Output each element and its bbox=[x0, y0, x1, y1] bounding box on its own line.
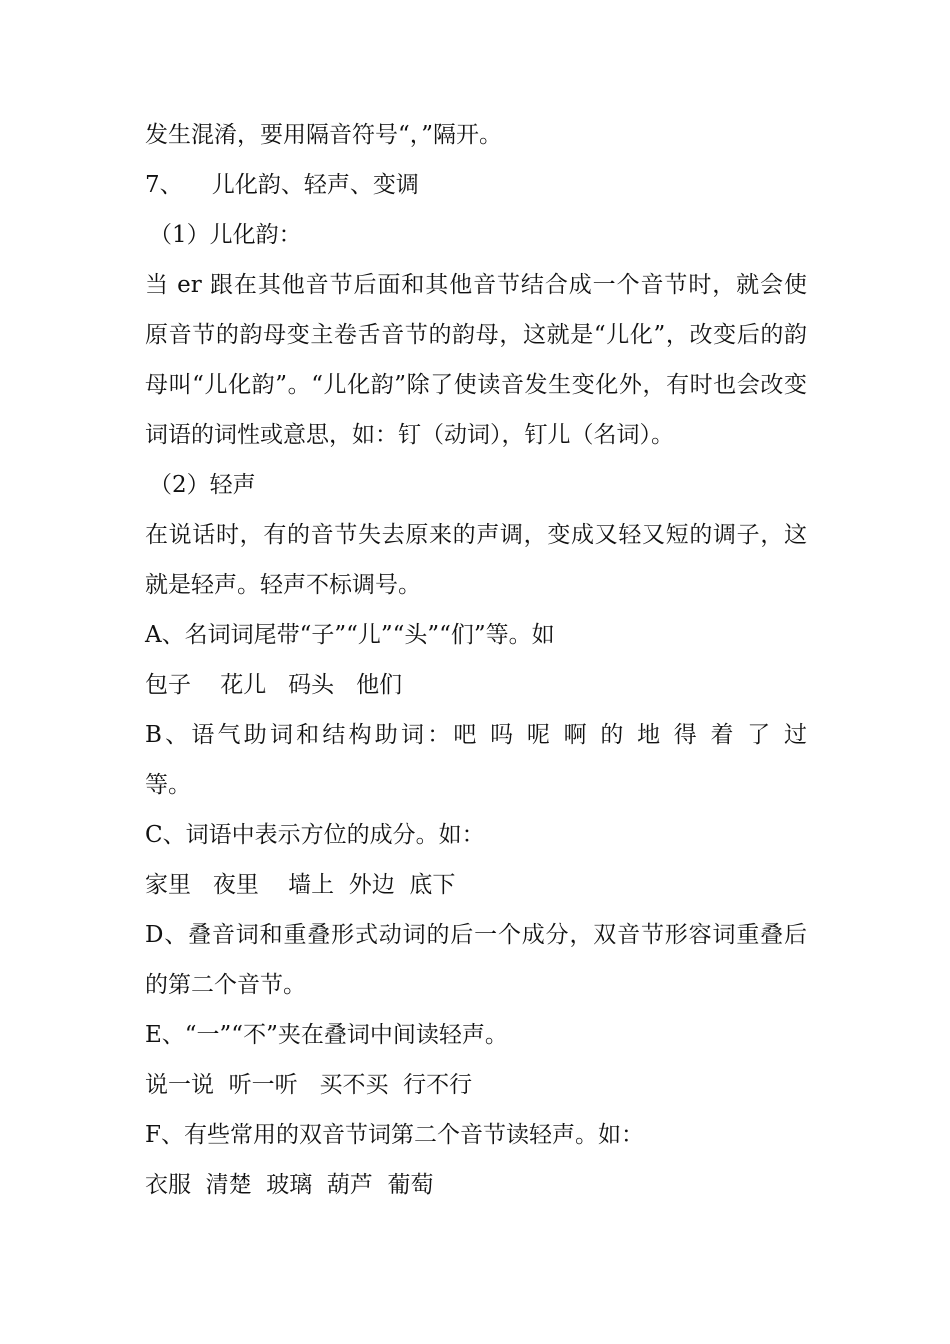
example-words: 包子 花儿 码头 他们 bbox=[145, 672, 403, 698]
paragraph-line: 等。 bbox=[145, 772, 191, 798]
paragraph-line: 的第二个音节。 bbox=[145, 972, 306, 998]
paragraph-line: 词语的词性或意思，如：钉（动词），钉儿（名词）。 bbox=[145, 422, 674, 448]
example-words: 衣服 清楚 玻璃 葫芦 葡萄 bbox=[145, 1172, 434, 1198]
example-words: 家里 夜里 墙上 外边 底下 bbox=[145, 872, 456, 898]
list-item-e: E、“一”“不”夹在叠词中间读轻声。 bbox=[145, 1022, 508, 1048]
list-item-b: B、语气助词和结构助词：吧 吗 呢 啊 的 地 得 着 了 过 bbox=[145, 722, 807, 748]
subheading-erhua: （1）儿化韵： bbox=[149, 222, 302, 248]
paragraph-line: 在说话时，有的音节失去原来的声调，变成又轻又短的调子，这 bbox=[145, 522, 807, 548]
paragraph-line: 原音节的韵母变主卷舌音节的韵母，这就是“儿化”，改变后的韵 bbox=[145, 322, 807, 348]
document-body bbox=[145, 110, 807, 1210]
example-words: 说一说 听一听 买不买 行不行 bbox=[145, 1072, 473, 1098]
list-item-f: F、有些常用的双音节词第二个音节读轻声。如： bbox=[145, 1122, 644, 1148]
section-heading-7: 7、 儿化韵、轻声、变调 bbox=[145, 172, 419, 198]
paragraph-line: 就是轻声。轻声不标调号。 bbox=[145, 572, 421, 598]
paragraph-line: 发生混淆，要用隔音符号“，”隔开。 bbox=[145, 122, 503, 148]
subheading-qingsheng: （2）轻声 bbox=[149, 472, 256, 498]
list-item-c: C、词语中表示方位的成分。如： bbox=[145, 822, 485, 848]
list-item-d: D、叠音词和重叠形式动词的后一个成分，双音节形容词重叠后 bbox=[145, 922, 807, 948]
paragraph-line: 母叫“儿化韵”。“儿化韵”除了使读音发生变化外，有时也会改变 bbox=[145, 372, 807, 398]
list-item-a: A、名词词尾带“子”“儿”“头”“们”等。如 bbox=[145, 622, 555, 648]
paragraph-line: 当 er 跟在其他音节后面和其他音节结合成一个音节时，就会使 bbox=[145, 272, 807, 298]
